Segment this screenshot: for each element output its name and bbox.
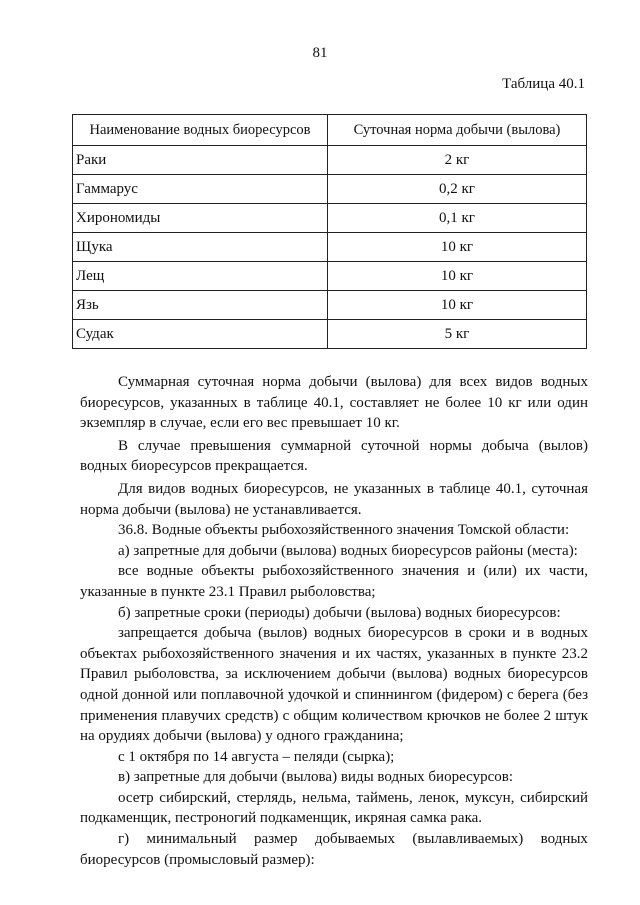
row-daily-norm: 0,1 кг [328, 204, 587, 233]
row-daily-norm: 10 кг [328, 233, 587, 262]
table-row [73, 204, 587, 233]
paragraph-item-v-text: осетр сибирский, стерлядь, нельма, таймень, ленок, муксун, сибирский подкаменщик, пестроногий подкаменщик, икряная самка рака. [80, 789, 588, 827]
paragraph-item-g-continuation: биоресурсов (промысловый размер): [80, 851, 315, 868]
paragraph-exceeding: В случае превышения суммарной суточной нормы добыча (вылов) водных биоресурсов прекращается. [80, 437, 588, 475]
table-row [73, 291, 587, 320]
row-daily-norm: 10 кг [328, 262, 587, 291]
item-g-word: размер [254, 831, 298, 848]
row-resource-name: Судак [73, 320, 328, 349]
item-g-word: (вылавливаемых) [412, 831, 524, 848]
row-resource-name: Язь [73, 291, 328, 320]
row-daily-norm: 0,2 кг [328, 175, 587, 204]
table-row [73, 320, 587, 349]
row-resource-name: Хирономиды [73, 204, 328, 233]
paragraph-item-b-text: запрещается добыча (вылов) водных биоресурсов в сроки и в водных объектах рыбохозяйственного значения и их частях, указанных в пункте 23.2 Правил рыболовства, за исключением добычи (вылова) водных биоресурсов одной донной или поплавочной удочкой и спиннингом (фидером) с берега (без применения плавучих средств) с общим количеством крючков не более 2 штук на орудиях добычи (вылова) у одного гражданина; [80, 625, 588, 745]
item-g-word: добываемых [314, 831, 396, 848]
header-resource-name: Наименование водных биоресурсов [73, 115, 328, 146]
body-text [80, 372, 588, 870]
paragraph-item-v: в) запретные для добычи (вылова) виды водных биоресурсов: [118, 769, 513, 786]
table-row [73, 262, 587, 291]
table-header-row [73, 115, 587, 146]
table-title: Таблица 40.1 [502, 76, 585, 92]
row-daily-norm: 2 кг [328, 146, 587, 175]
header-daily-norm: Суточная норма добычи (вылова) [328, 115, 587, 146]
table-row [73, 146, 587, 175]
paragraph-item-g [80, 829, 588, 850]
paragraph-item-b: б) запретные сроки (периоды) добычи (вылова) водных биоресурсов: [118, 604, 561, 621]
paragraph-item-a: а) запретные для добычи (вылова) водных биоресурсов районы (места): [118, 542, 578, 559]
row-resource-name: Раки [73, 146, 328, 175]
table-row [73, 233, 587, 262]
paragraph-section-36-8: 36.8. Водные объекты рыбохозяйственного значения Томской области: [118, 522, 570, 539]
item-g-word: водных [540, 831, 588, 848]
row-daily-norm: 10 кг [328, 291, 587, 320]
table-row [73, 175, 587, 204]
paragraph-total-norm: Суммарная суточная норма добычи (вылова) для всех видов водных биоресурсов, указанных в таблице 40.1, составляет не более 10 кг или один экземпляр в случае, если его вес превышает 10 кг. [80, 374, 588, 432]
page-number: 81 [312, 45, 328, 61]
row-resource-name: Щука [73, 233, 328, 262]
paragraph-not-listed: Для видов водных биоресурсов, не указанных в таблице 40.1, суточная норма добычи (вылова) не устанавливается. [80, 480, 588, 518]
row-resource-name: Лещ [73, 262, 328, 291]
item-g-word: минимальный [146, 831, 237, 848]
row-daily-norm: 5 кг [328, 320, 587, 349]
paragraph-item-a-text: все водные объекты рыбохозяйственного значения и (или) их части, указанные в пункте 23.1 Правил рыболовства; [80, 563, 588, 600]
paragraph-period: с 1 октября по 14 августа – пеляди (сырка); [118, 748, 395, 765]
item-g-word: г) [118, 831, 130, 848]
catch-norms-table [72, 114, 587, 349]
row-resource-name: Гаммарус [73, 175, 328, 204]
